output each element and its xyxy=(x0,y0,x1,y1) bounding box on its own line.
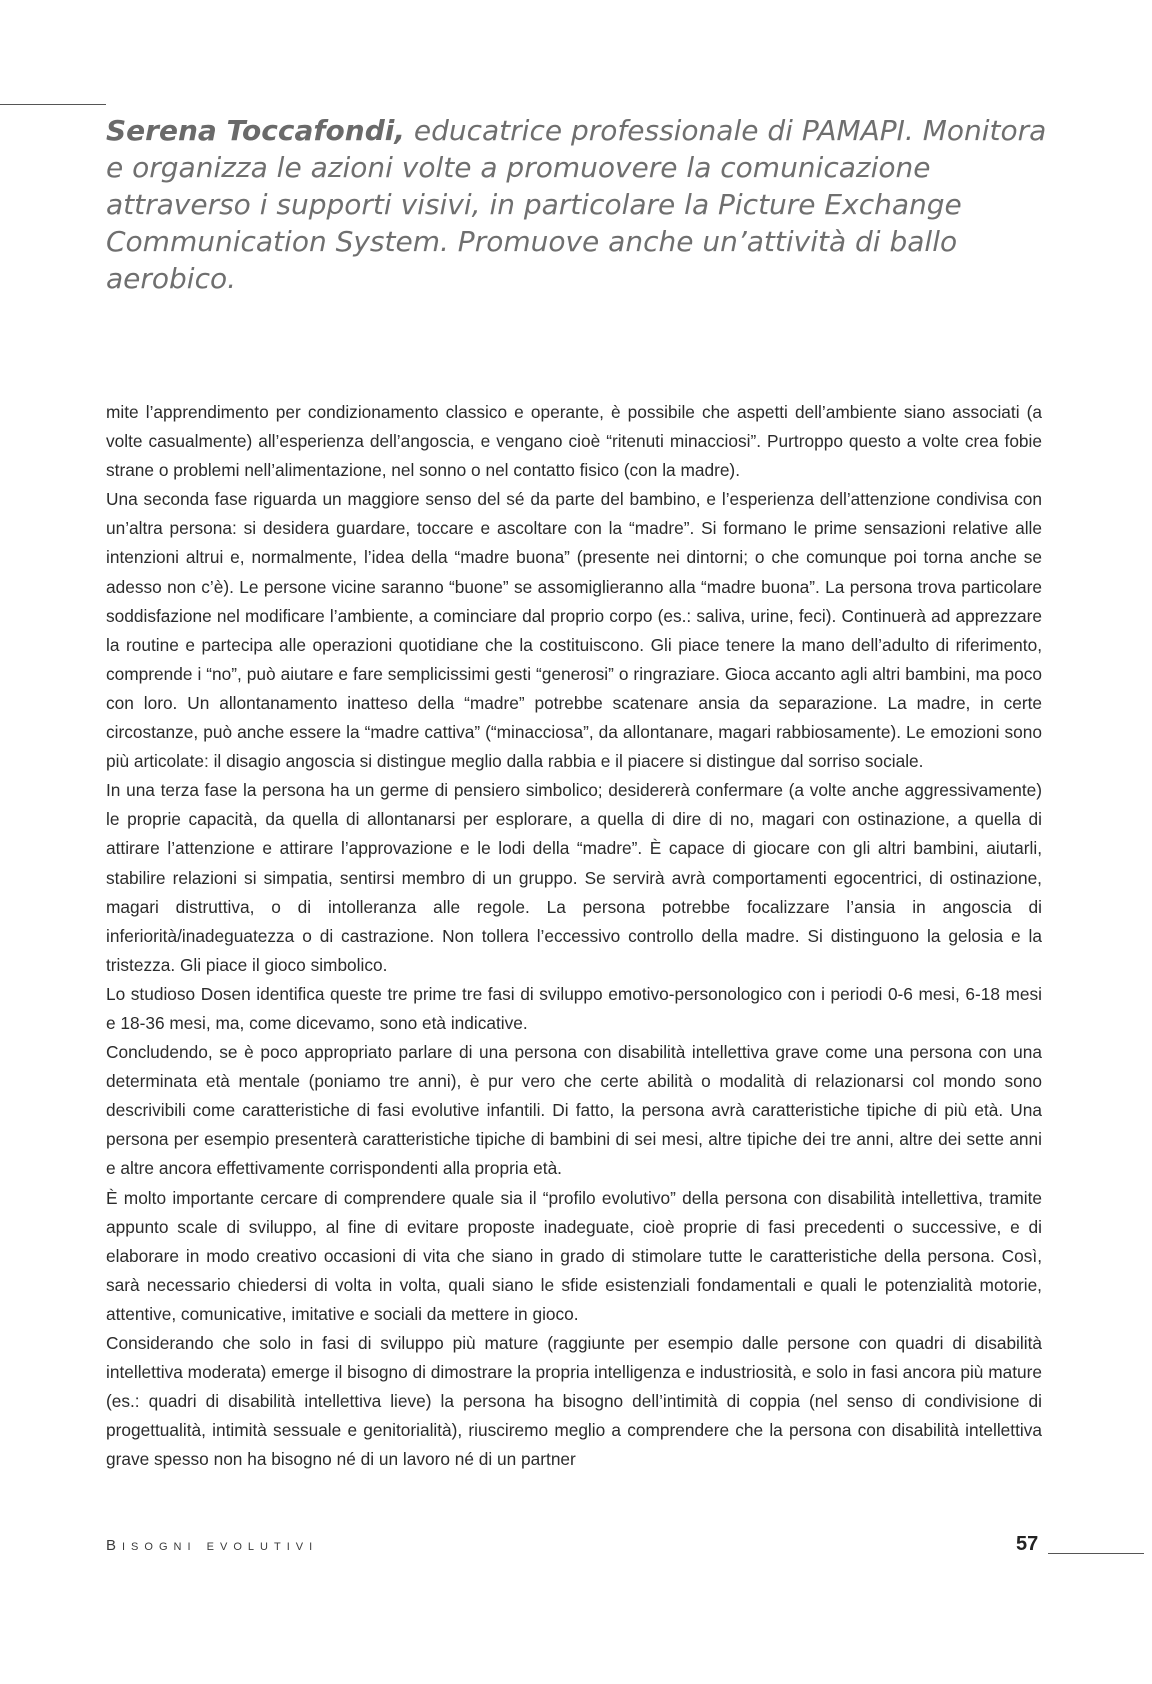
author-description: educatrice professionale di PAMAPI. Monitora e organizza le azioni volte a promuovere la comunicazione attraverso i supporti visivi, in particolare la Picture Exchange Communication System. Promuove anche un’attività di ballo aerobico. xyxy=(106,114,1047,295)
paragraph: mite l’apprendimento per condizionamento classico e operante, è possibile che aspetti dell’ambiente siano associati (a volte casualmente) all’esperienza dell’angoscia, e vengano cioè “ritenuti minacciosi”. Purtroppo questo a volte crea fobie strane o problemi nell’alimentazione, nel sonno o nel contatto fisico (con la madre). xyxy=(106,402,1042,481)
body-text xyxy=(106,398,1042,1474)
paragraph: È molto importante cercare di comprendere quale sia il “profilo evolutivo” della persona con disabilità intellettiva, tramite appunto scale di sviluppo, al fine di evitare proposte inadeguate, cioè proprie di fasi precedenti o successive, e di elaborare in modo creativo occasioni di vita che siano in grado di stimolare tutte le caratteristiche della persona. Così, sarà necessario chiedersi di volta in volta, quali siano le sfide esistenziali fondamentali e quali le potenzialità motorie, attentive, comunicative, imitative e sociali da mettere in gioco. xyxy=(106,1187,1042,1324)
running-footer-title: Bisogni evolutivi xyxy=(106,1537,319,1554)
author-name: Serena Toccafondi, xyxy=(106,114,405,147)
author-bio xyxy=(106,112,1066,297)
paragraph: Una seconda fase riguarda un maggiore senso del sé da parte del bambino, e l’esperienza dell’attenzione condivisa con un’altra persona: si desidera guardare, toccare e ascoltare con la “madre”. Si formano le prime sensazioni relative alle intenzioni altrui e, normalmente, l’idea della “madre buona” (presente nei dintorni; o che comunque poi torna anche se adesso non c’è). Le persone vicine saranno “buone” se assomiglieranno alla “madre buona”. La persona trova particolare soddisfazione nel modificare l’ambiente, a cominciare dal proprio corpo (es.: saliva, urine, feci). Continuerà ad apprezzare la routine e partecipa alle operazioni quotidiane che la costituiscono. Gli piace tenere la mano dell’adulto di riferimento, comprende i “no”, può aiutare e fare semplicissimi gesti “generosi” o ringraziare. Gioca accanto agli altri bambini, ma poco con loro. Un allontanamento inatteso della “madre” potrebbe scatenare ansia da separazione. La madre, in certe circostanze, può anche essere la “madre cattiva” (“minacciosa”, da allontanare, magari rabbiosamente). Le emozioni sono più articolate: il disagio angoscia si distingue meglio dalla rabbia e il piacere si distingue dal sorriso sociale. xyxy=(106,489,1042,772)
paragraph: Concludendo, se è poco appropriato parlare di una persona con disabilità intellettiva grave come una persona con una determinata età mentale (poniamo tre anni), è pur vero che certe abilità o modalità di relazionarsi col mondo sono descrivibili come caratteristiche di fasi evolutive infantili. Di fatto, la persona avrà caratteristiche tipiche di più età. Una persona per esempio presenterà caratteristiche tipiche di bambini di sei mesi, altre tipiche dei tre anni, altre dei sette anni e altre ancora effettivamente corrispondenti alla propria età. xyxy=(106,1042,1042,1179)
top-rule xyxy=(0,104,106,105)
bottom-rule xyxy=(1048,1553,1144,1554)
paragraph: In una terza fase la persona ha un germe di pensiero simbolico; desidererà confermare (a volte anche aggressivamente) le proprie capacità, da quella di allontanarsi per esplorare, a quella di dire di no, magari con ostinazione, a quella di attirare l’attenzione e attirare l’approvazione e le lodi della “madre”. È capace di giocare con gli altri bambini, aiutarli, stabilire relazioni si simpatia, sentirsi membro di un gruppo. Se servirà avrà comportamenti egocentrici, di ostinazione, magari distruttiva, o di intolleranza alle regole. La persona potrebbe focalizzare l’ansia in angoscia di inferiorità/inadeguatezza o di castrazione. Non tollera l’eccessivo controllo della madre. Si distinguono la gelosia e la tristezza. Gli piace il gioco simbolico. xyxy=(106,780,1042,975)
paragraph: Considerando che solo in fasi di sviluppo più mature (raggiunte per esempio dalle persone con quadri di disabilità intellettiva moderata) emerge il bisogno di dimostrare la propria intelligenza e industriosità, e solo in fasi ancora più mature (es.: quadri di disabilità intellettiva lieve) la persona ha bisogno dell’intimità di coppia (nel senso di condivisione di progettualità, intimità sessuale e genitorialità), riusciremo meglio a comprendere che la persona con disabilità intellettiva grave spesso non ha bisogno né di un lavoro né di un partner xyxy=(106,1333,1042,1470)
paragraph: Lo studioso Dosen identifica queste tre prime tre fasi di sviluppo emotivo-personologico con i periodi 0-6 mesi, 6-18 mesi e 18-36 mesi, ma, come dicevamo, sono età indicative. xyxy=(106,983,1042,1033)
page-number: 57 xyxy=(1016,1533,1039,1555)
